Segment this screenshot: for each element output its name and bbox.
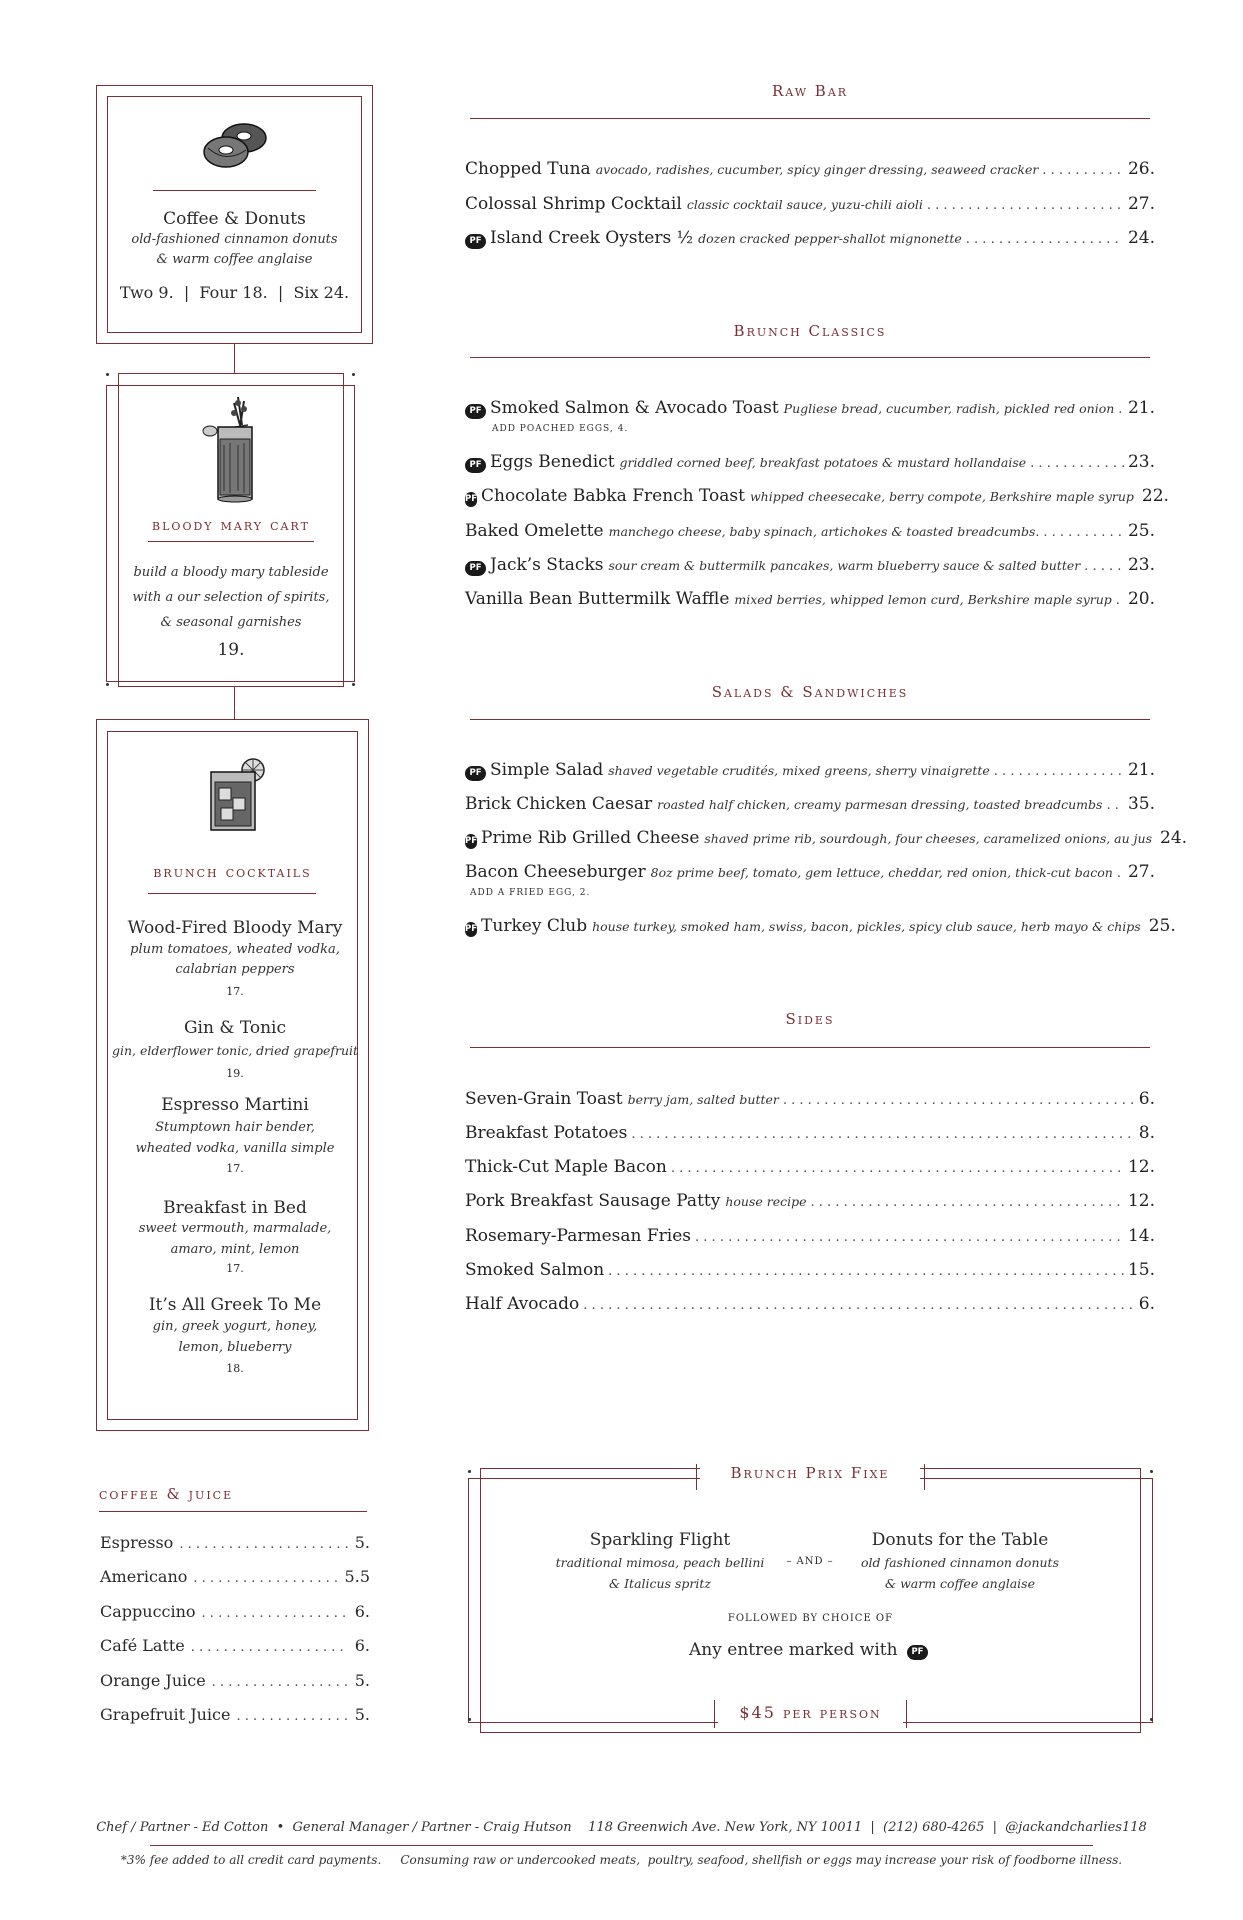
cocktail-desc: lemon, blueberry xyxy=(178,1340,292,1355)
list-item xyxy=(100,1704,370,1728)
menu-item xyxy=(465,158,1155,182)
menu-item xyxy=(465,397,1155,421)
coffee-juice-title: coffee & juice xyxy=(99,1485,234,1503)
item-price: 15. xyxy=(1127,1260,1155,1280)
list-item xyxy=(100,1532,370,1556)
menu-item xyxy=(465,1156,1155,1180)
item-price: 24. xyxy=(1160,828,1188,848)
price-tick xyxy=(714,1700,715,1728)
sides-title: Sides xyxy=(785,1010,835,1028)
title-tick xyxy=(924,1464,925,1490)
prix-fixe-badge-icon: PF xyxy=(465,766,486,781)
salads-rule xyxy=(470,719,1150,720)
prix-left-desc-2: & Italicus spritz xyxy=(609,1576,711,1591)
item-name: Brick Chicken Caesar xyxy=(465,794,653,814)
prix-price: $45 per person xyxy=(739,1703,882,1722)
brunch-classics-rule xyxy=(470,357,1150,358)
prix-fixe-title: Brunch Prix Fixe xyxy=(730,1464,890,1482)
bloody-divider xyxy=(148,541,314,542)
cocktail-price: 17. xyxy=(226,1162,244,1175)
cocktail-price: 17. xyxy=(226,985,244,998)
price-tick xyxy=(906,1700,907,1728)
cocktail-name: Espresso Martini xyxy=(161,1095,309,1115)
item-desc: house turkey, smoked ham, swiss, bacon, pickles, spicy club sauce, herb mayo & chips xyxy=(592,919,1141,934)
item-desc: manchego cheese, baby spinach, artichokes & toasted breadcumbs. xyxy=(608,524,1040,539)
salads-title: Salads & Sandwiches xyxy=(711,683,909,701)
bloody-line-1: build a bloody mary tableside xyxy=(133,565,329,580)
item-price: 21. xyxy=(1127,760,1155,780)
raw-bar-rule xyxy=(470,118,1150,119)
item-name: Cappuccino xyxy=(100,1602,196,1621)
add-on-note: ADD A FRIED EGG, 2. xyxy=(470,888,591,898)
bloody-mary-glass-icon xyxy=(198,395,270,505)
connector-2 xyxy=(234,687,235,719)
item-desc: mixed berries, whipped lemon curd, Berkshire maple syrup xyxy=(734,592,1112,607)
item-name: Vanilla Bean Buttermilk Waffle xyxy=(465,589,730,609)
item-name: Café Latte xyxy=(100,1636,185,1655)
menu-item xyxy=(465,1293,1155,1317)
prix-left-name: Sparkling Flight xyxy=(589,1530,731,1550)
item-price: 20. xyxy=(1127,589,1155,609)
item-name: Colossal Shrimp Cocktail xyxy=(465,194,682,214)
item-name: Smoked Salmon & Avocado Toast xyxy=(490,398,779,418)
corner-dot xyxy=(352,373,355,376)
item-name: Rosemary-Parmesan Fries xyxy=(465,1226,692,1246)
item-desc: 8oz prime beef, tomato, gem lettuce, cheddar, red onion, thick-cut bacon xyxy=(650,865,1113,880)
prix-fixe-badge-icon: PF xyxy=(465,561,486,576)
item-name: Bacon Cheeseburger xyxy=(465,862,646,882)
coffee-juice-rule xyxy=(99,1511,367,1512)
corner-dot xyxy=(106,683,109,686)
menu-item xyxy=(465,520,1155,544)
corner-dot xyxy=(1150,1470,1153,1473)
menu-item xyxy=(465,861,1155,885)
item-name: Eggs Benedict xyxy=(490,452,615,472)
donut-divider xyxy=(153,190,316,191)
item-desc: sour cream & buttermilk pancakes, warm blueberry sauce & salted butter xyxy=(608,558,1081,573)
sides-rule xyxy=(470,1047,1150,1048)
prix-entree-line xyxy=(480,1640,1141,1660)
item-desc: berry jam, salted butter xyxy=(627,1092,779,1107)
prix-fixe-badge-icon: PF xyxy=(465,458,486,473)
cocktail-desc: gin, greek yogurt, honey, xyxy=(152,1319,318,1334)
menu-item xyxy=(465,193,1155,217)
prix-fixe-badge-icon: PF xyxy=(465,834,477,849)
cocktail-price: 18. xyxy=(226,1362,244,1375)
item-name: Turkey Club xyxy=(481,916,588,936)
item-name: Americano xyxy=(100,1567,188,1586)
item-price: 8. xyxy=(1138,1123,1155,1143)
menu-item xyxy=(465,827,1188,851)
title-tick xyxy=(696,1464,697,1490)
prix-fixe-badge-icon: PF xyxy=(465,922,477,937)
item-price: 27. xyxy=(1127,194,1155,214)
cocktail-desc: sweet vermouth, marmalade, xyxy=(138,1221,332,1236)
bloody-line-2: with a our selection of spirits, xyxy=(132,590,330,605)
item-name: Simple Salad xyxy=(490,760,604,780)
footer-disclaimer: *3% fee added to all credit card payments. Consuming raw or undercooked meats, poultry, seafood, shellfish or eggs may increase your risk of foodborne illness. xyxy=(120,1853,1123,1867)
cocktail-price: 19. xyxy=(226,1067,244,1080)
prix-right-desc-2: & warm coffee anglaise xyxy=(885,1576,1035,1591)
item-price: 5.5 xyxy=(344,1567,370,1586)
menu-item xyxy=(465,759,1155,783)
corner-dot xyxy=(352,683,355,686)
item-price: 5. xyxy=(354,1533,370,1552)
menu-item xyxy=(465,554,1155,578)
item-price: 12. xyxy=(1127,1157,1155,1177)
item-price: 6. xyxy=(1138,1294,1155,1314)
cocktail-desc: calabrian peppers xyxy=(175,962,295,977)
cocktail-name: Wood-Fired Bloody Mary xyxy=(127,918,343,938)
cocktail-name: Gin & Tonic xyxy=(183,1018,287,1038)
item-desc: shaved prime rib, sourdough, four cheeses, caramelized onions, au jus xyxy=(704,831,1152,846)
donut-prices: Two 9. | Four 18. | Six 24. xyxy=(119,283,350,302)
prix-fixe-badge-icon: PF xyxy=(465,234,486,249)
item-name: Prime Rib Grilled Cheese xyxy=(481,828,700,848)
raw-bar-title: Raw Bar xyxy=(771,82,849,100)
menu-item xyxy=(465,451,1155,475)
menu-item xyxy=(465,915,1176,939)
cocktail-desc: Stumptown hair bender, xyxy=(155,1120,315,1135)
item-name: Breakfast Potatoes xyxy=(465,1123,628,1143)
cocktail-name: Breakfast in Bed xyxy=(163,1198,307,1218)
list-item xyxy=(100,1635,370,1659)
menu-item xyxy=(465,793,1155,817)
footer-rule xyxy=(150,1845,1093,1846)
cocktail-desc: amaro, mint, lemon xyxy=(170,1242,300,1257)
item-price: 12. xyxy=(1127,1191,1155,1211)
item-name: Baked Omelette xyxy=(465,521,604,541)
donuts-icon xyxy=(200,118,272,174)
prix-right-desc-1: old fashioned cinnamon donuts xyxy=(860,1555,1059,1570)
prix-fixe-badge-icon: PF xyxy=(907,1645,928,1660)
corner-dot xyxy=(468,1718,471,1721)
item-name: Orange Juice xyxy=(100,1671,206,1690)
corner-dot xyxy=(106,373,109,376)
donut-title: Coffee & Donuts xyxy=(163,209,306,229)
item-name: Thick-Cut Maple Bacon xyxy=(465,1157,667,1177)
prix-right-name: Donuts for the Table xyxy=(871,1530,1049,1550)
item-desc: avocado, radishes, cucumber, spicy ginger dressing, seaweed cracker xyxy=(595,162,1039,177)
item-name: Espresso xyxy=(100,1533,174,1552)
item-price: 6. xyxy=(1138,1089,1155,1109)
footer-contact: Chef / Partner - Ed Cotton • General Manager / Partner - Craig Hutson 118 Greenwich Ave. New York, NY 10011 | (212) 680-4265 | @jackandcharlies118 xyxy=(96,1820,1147,1835)
bloody-price: 19. xyxy=(217,640,245,660)
item-desc: griddled corned beef, breakfast potatoes & mustard hollandaise xyxy=(619,455,1027,470)
item-name: Jack’s Stacks xyxy=(490,555,604,575)
item-name: Grapefruit Juice xyxy=(100,1705,231,1724)
item-desc: house recipe xyxy=(725,1194,807,1209)
item-price: 5. xyxy=(354,1705,370,1724)
item-name: Pork Breakfast Sausage Patty xyxy=(465,1191,721,1211)
corner-dot xyxy=(1150,1718,1153,1721)
prix-entree-text: Any entree marked with xyxy=(689,1640,898,1660)
item-desc: whipped cheesecake, berry compote, Berkshire maple syrup xyxy=(749,489,1134,504)
item-price: 27. xyxy=(1127,862,1155,882)
prix-fixe-badge-icon: PF xyxy=(465,492,477,507)
item-price: 23. xyxy=(1127,452,1155,472)
item-name: Island Creek Oysters ½ xyxy=(490,228,694,248)
prix-and: – AND – xyxy=(786,1556,834,1567)
prix-fixe-badge-icon: PF xyxy=(465,404,486,419)
item-name: Smoked Salmon xyxy=(465,1260,605,1280)
item-price: 6. xyxy=(354,1636,370,1655)
corner-dot xyxy=(468,1470,471,1473)
item-desc: shaved vegetable crudités, mixed greens, sherry vinaigrette xyxy=(608,763,990,778)
item-name: Chocolate Babka French Toast xyxy=(481,486,745,506)
list-item xyxy=(100,1566,370,1590)
cocktail-glass-icon xyxy=(205,756,269,836)
prix-followed: FOLLOWED BY CHOICE OF xyxy=(727,1613,894,1624)
item-price: 23. xyxy=(1127,555,1155,575)
cocktail-price: 17. xyxy=(226,1262,244,1275)
item-price: 25. xyxy=(1148,916,1176,936)
list-item xyxy=(100,1670,370,1694)
cocktail-name: It’s All Greek To Me xyxy=(148,1295,322,1315)
donut-desc-2: & warm coffee anglaise xyxy=(156,252,313,267)
bloody-line-3: & seasonal garnishes xyxy=(160,615,302,630)
item-price: 21. xyxy=(1127,398,1155,418)
cocktails-divider xyxy=(148,893,316,894)
item-price: 6. xyxy=(354,1602,370,1621)
donut-desc-1: old-fashioned cinnamon donuts xyxy=(131,232,338,247)
add-on-note: ADD POACHED EGGS, 4. xyxy=(492,424,629,434)
item-price: 14. xyxy=(1127,1226,1155,1246)
item-price: 22. xyxy=(1141,486,1169,506)
brunch-classics-title: Brunch Classics xyxy=(733,322,887,340)
item-name: Chopped Tuna xyxy=(465,159,591,179)
menu-item xyxy=(465,227,1155,251)
cocktail-desc: gin, elderflower tonic, dried grapefruit xyxy=(111,1043,359,1058)
item-desc: dozen cracked pepper-shallot mignonette xyxy=(698,231,962,246)
item-name: Half Avocado xyxy=(465,1294,580,1314)
item-price: 26. xyxy=(1127,159,1155,179)
menu-item xyxy=(465,485,1169,509)
prix-fixe-box-inner xyxy=(480,1468,1141,1733)
menu-item xyxy=(465,1122,1155,1146)
menu-item xyxy=(465,588,1155,612)
item-price: 5. xyxy=(354,1671,370,1690)
connector-1 xyxy=(234,344,235,373)
item-name: Seven-Grain Toast xyxy=(465,1089,623,1109)
item-price: 35. xyxy=(1127,794,1155,814)
list-item xyxy=(100,1601,370,1625)
cocktail-desc: wheated vodka, vanilla simple xyxy=(135,1141,335,1156)
prix-left-desc-1: traditional mimosa, peach bellini xyxy=(555,1555,765,1570)
item-price: 25. xyxy=(1127,521,1155,541)
menu-item xyxy=(465,1259,1155,1283)
item-desc: roasted half chicken, creamy parmesan dressing, toasted breadcumbs xyxy=(657,797,1103,812)
item-price: 24. xyxy=(1127,228,1155,248)
item-desc: classic cocktail sauce, yuzu-chili aioli xyxy=(686,197,923,212)
item-desc: Pugliese bread, cucumber, radish, pickled red onion xyxy=(783,401,1115,416)
bloody-title: bloody mary cart xyxy=(152,515,310,534)
menu-item xyxy=(465,1088,1155,1112)
cocktail-desc: plum tomatoes, wheated vodka, xyxy=(130,942,340,957)
menu-item xyxy=(465,1190,1155,1214)
menu-item xyxy=(465,1225,1155,1249)
cocktails-title: brunch cocktails xyxy=(153,862,312,881)
